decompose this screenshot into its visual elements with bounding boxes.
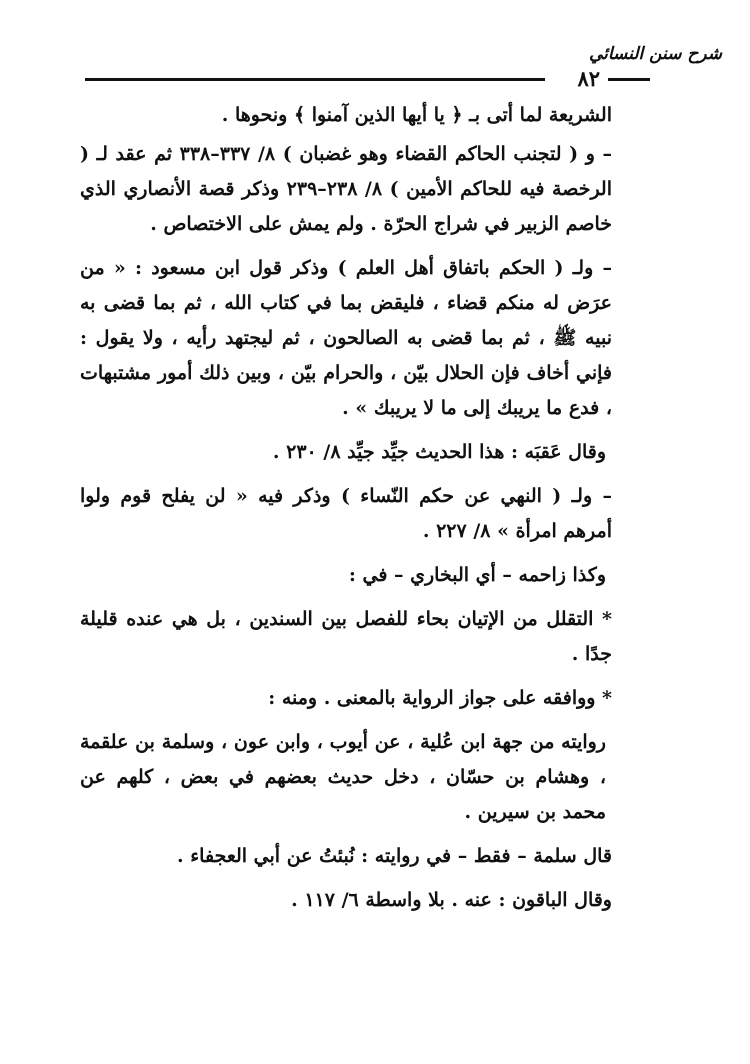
running-title: شرح سنن النسائي xyxy=(588,44,722,64)
paragraph-5: – ولـ ( النهي عن حكم النّساء ) وذكر فيه « لن يفلح قوم ولوا أمرهم امرأة » ٨/ ٢٢٧ . xyxy=(80,485,612,542)
paragraph-1: الشريعة لما أتى بـ ﴿ يا أيها الذين آمنوا ﴾ ونحوها . xyxy=(221,104,612,126)
paragraph-6: وكذا زاحمه – أي البخاري – في : xyxy=(348,564,606,586)
paragraph-7: * التقلل من الإتيان بحاء للفصل بين السندين ، بل هي عنده قليلة جدًا . xyxy=(80,608,612,665)
body-text xyxy=(80,98,612,927)
header-rule-right xyxy=(608,78,650,81)
paragraph-11: وقال الباقون : عنه . بلا واسطة ٦/ ١١٧ . xyxy=(291,889,612,911)
paragraph-9: روايته من جهة ابن عُلية ، عن أيوب ، وابن عون ، وسلمة بن علقمة ، وهشام بن حسّان ، دخل حديث بعضهم في بعض ، كلهم عن محمد بن سيرين . xyxy=(80,731,606,823)
paragraph-10: قال سلمة – فقط – في روايته : نُبئتُ عن أبي العجفاء . xyxy=(177,845,612,867)
page-number: ٨٢ xyxy=(577,66,600,91)
paragraph-8: * ووافقه على جواز الرواية بالمعنى . ومنه : xyxy=(268,687,612,709)
paragraph-3: – ولـ ( الحكم باتفاق أهل العلم ) وذكر قول ابن مسعود : « من عرَض له منكم قضاء ، فليقض بما في كتاب الله ، ثم بما قضى به نبيه ﷺ ، ثم بما قضى به الصالحون ، ثم ليجتهد رأيه ، ولا يقول : فإني أخاف فإن الحلال بيّن ، والحرام بيّن ، وبين ذلك أمور مشتبهات ، فدع ما يريبك إلى ما لا يريبك » . xyxy=(80,257,612,419)
paragraph-4: وقال عَقبَه : هذا الحديث جيِّد جيِّد ٨/ ٢٣٠ . xyxy=(272,441,606,463)
header-rule-left xyxy=(85,78,545,81)
paragraph-2: – و ( لتجنب الحاكم القضاء وهو غضبان ) ٨/ ٣٣٧–٣٣٨ ثم عقد لـ ( الرخصة فيه للحاكم الأمين ) ٨/ ٢٣٨–٢٣٩ وذكر قصة الأنصاري الذي خاصم الزبير في شراج الحرّة . ولم يمش على الاختصاص . xyxy=(80,143,612,235)
